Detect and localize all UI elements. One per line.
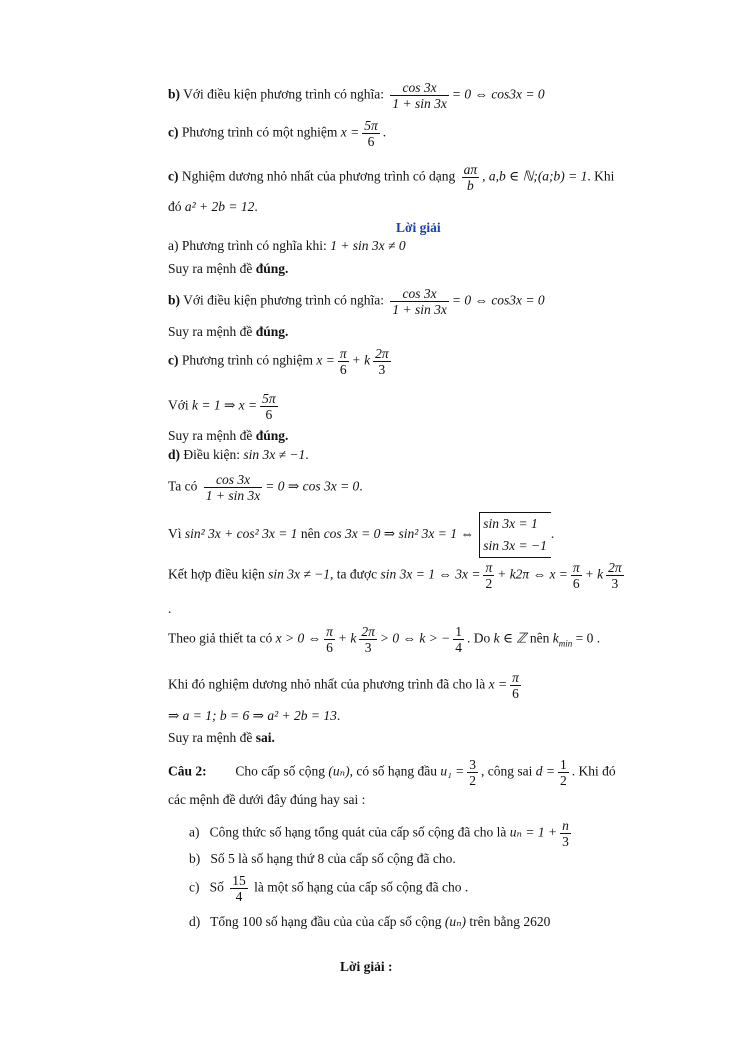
sol-d-combine: Kết hợp điều kiện sin 3x ≠ −1, ta được sin 3x = 1 ⇔ 3x = $\frac{\pi}{2}$ + k2π ⇔ x = $\frac{\pi}{6}$ + k $\frac{2\pi}{3}$ [168,560,622,591]
question-2: Câu 2: Cho cấp số cộng (uₙ), có số hạng đầu u₁ = $\frac{3}{2}$ , công sai d = $\frac{1}{2}$ . Khi đó [168,757,616,788]
solution-heading-2: Lời giải : [340,959,393,974]
sol-c-verdict: Suy ra mệnh đề đúng. [168,428,289,443]
sol-c-k1: Với k = 1 ⇒ x = $\frac{5\pi}{6}$ [168,391,276,422]
sol-b-verdict: Suy ra mệnh đề đúng. [168,324,289,339]
option-a: a) Công thức số hạng tổng quát của cấp số cộng đã cho là uₙ = 1 + $\frac{n}{3}$ [189,818,569,849]
sol-d-calc: ⇒ a = 1; b = 6 ⇒ a² + 2b = 13. [168,708,341,723]
option-d: d) Tổng 100 số hạng đầu của của cấp số cộng (uₙ) trên bằng 2620 [189,914,551,929]
solution-heading: Lời giải [396,220,441,235]
statement-b: b) Với điều kiện phương trình có nghĩa: $\frac{\cos 3x}{1 + \sin 3x}$ = 0 ⇔ cos3x = 0 [168,80,545,111]
case-bracket: sin 3x = 1 sin 3x = −1 [479,512,551,558]
statement-c1: c) Phương trình có một nghiệm x = $\frac{5\pi}{6}$ . [168,118,387,149]
sol-a-verdict: Suy ra mệnh đề đúng. [168,261,289,276]
sol-c: c) Phương trình có nghiệm x = $\frac{\pi}{6}$ + k $\frac{2\pi}{3}$ [168,346,389,377]
sol-d-eq: Ta có $\frac{\cos 3x}{1 + \sin 3x}$ = 0 ⇒ cos 3x = 0. [168,472,363,503]
sol-d-verdict: Suy ra mệnh đề sai. [168,730,275,745]
sol-a-cond: a) Phương trình có nghĩa khi: 1 + sin 3x ≠ 0 [168,238,406,253]
sol-d-vi: Vì sin² 3x + cos² 3x = 1 nên cos 3x = 0 ⇒ sin² 3x = 1 ⇔ sin 3x = 1 sin 3x = −1 . [168,512,554,558]
sol-d-dot: . [168,601,172,616]
statement-c2-cont: đó a² + 2b = 12. [168,199,258,214]
question-2-cont: các mệnh đề dưới đây đúng hay sai : [168,792,366,807]
sol-b: b) Với điều kiện phương trình có nghĩa: $\frac{\cos 3x}{1 + \sin 3x}$ = 0 ⇔ cos3x = 0 [168,286,545,317]
sol-d-positive: Theo giả thiết ta có x > 0 ⇔ $\frac{\pi}{6}$ + k $\frac{2\pi}{3}$ > 0 ⇔ k > − $\frac{1}{4}$ . Do k ∈ ℤ nên $k_{min} = 0$ . [168,624,601,655]
sol-d-min: Khi đó nghiệm dương nhỏ nhất của phương trình đã cho là x = $\frac{\pi}{6}$ [168,670,519,701]
option-b: b) Số 5 là số hạng thứ 8 của cấp số cộng đã cho. [189,851,456,866]
sol-d-cond: d) Điều kiện: sin 3x ≠ −1. [168,447,309,462]
statement-c2: c) Nghiệm dương nhỏ nhất của phương trình có dạng $\frac{a\pi}{b}$ , a,b ∈ ℕ;(a;b) = 1. Khi [168,162,615,193]
option-c: c) Số $\frac{15}{4}$ là một số hạng của cấp số cộng đã cho . [189,873,469,904]
